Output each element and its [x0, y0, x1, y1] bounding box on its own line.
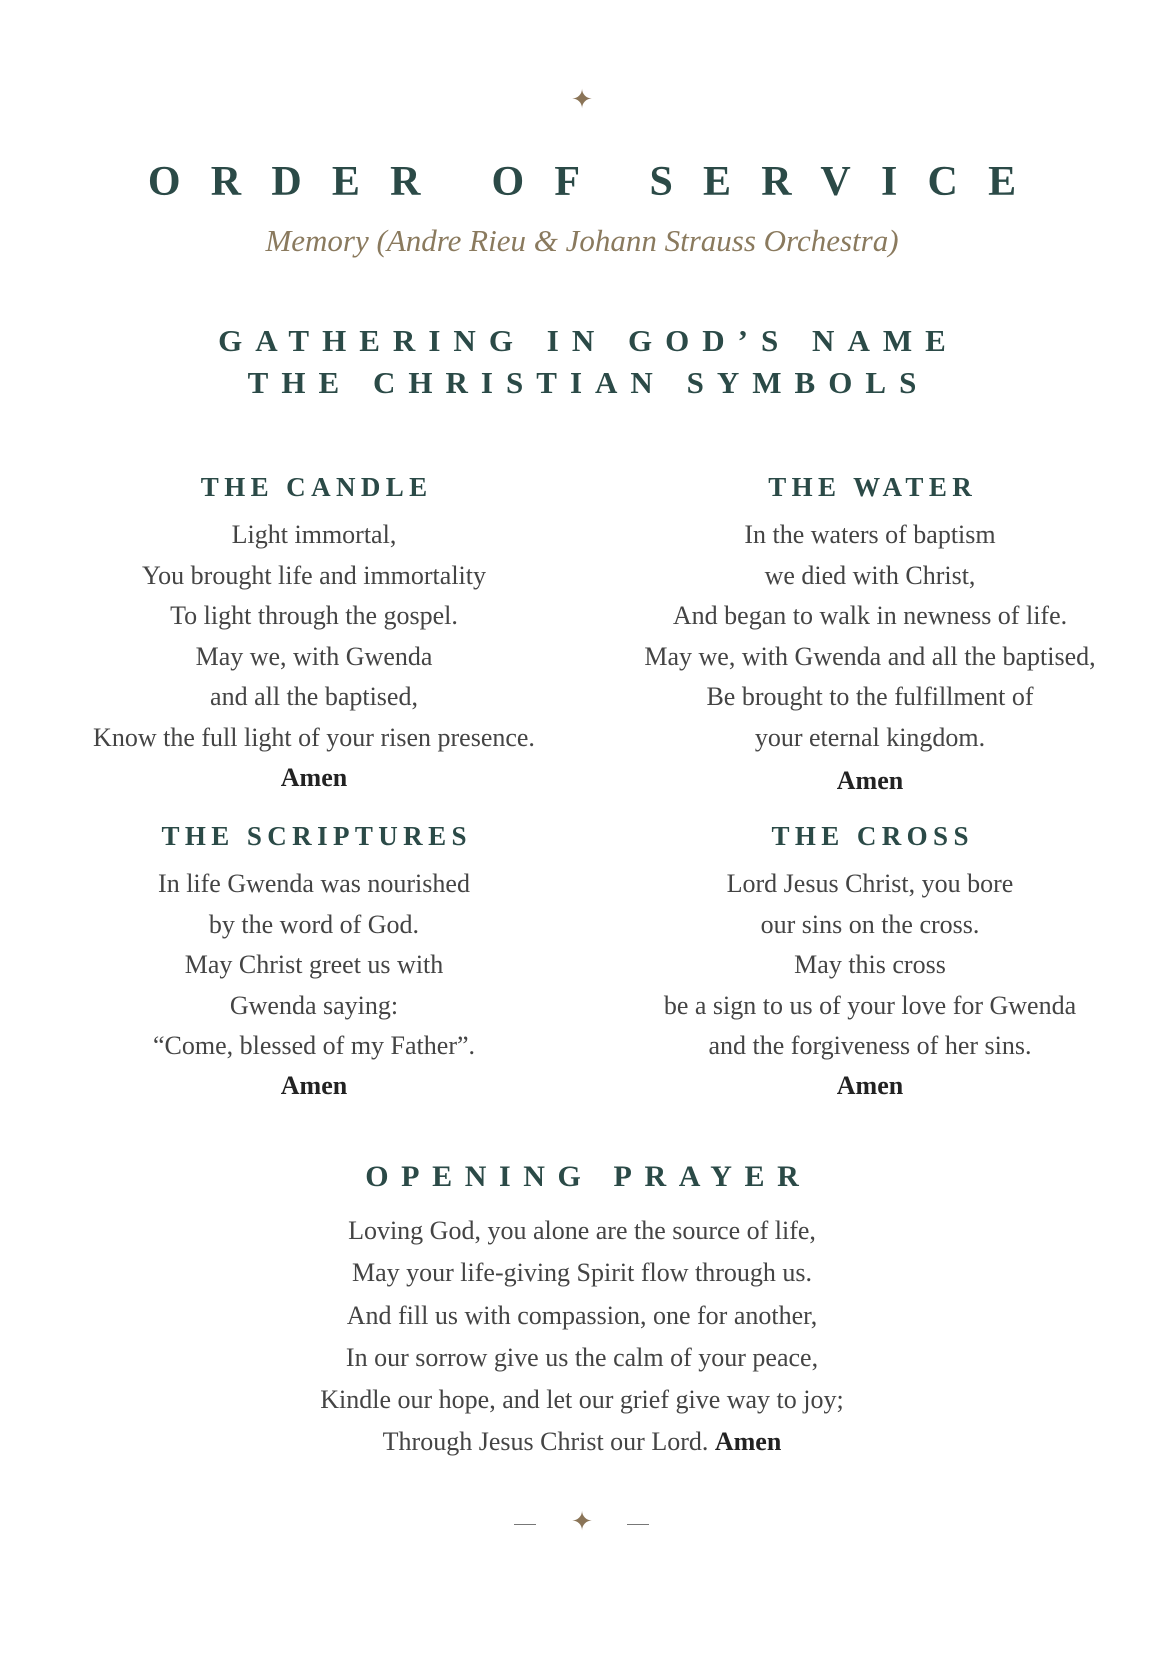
- text-line: be a sign to us of your love for Gwenda: [663, 990, 1077, 1020]
- text-line: May we, with Gwenda: [195, 641, 433, 671]
- scriptures-heading: THE SCRIPTURES: [161, 821, 472, 851]
- text-line: we died with Christ,: [764, 560, 976, 590]
- prayer-line: Loving God, you alone are the source of life,: [348, 1216, 816, 1245]
- text-line: Be brought to the fulfillment of: [706, 682, 1034, 712]
- text-line: And began to walk in newness of life.: [672, 601, 1068, 631]
- text-line: and all the baptised,: [210, 682, 418, 712]
- amen: Amen: [714, 1427, 782, 1457]
- text-line: and the forgiveness of her sins.: [708, 1031, 1032, 1061]
- prayer-line: In our sorrow give us the calm of your peace,: [345, 1342, 819, 1372]
- text-line: In life Gwenda was nourished: [158, 869, 470, 898]
- prayer-line: Kindle our hope, and let our grief give way to joy;: [320, 1385, 844, 1415]
- text-line: May we, with Gwenda and all the baptised,: [644, 641, 1096, 671]
- text-line: “Come, blessed of my Father”.: [152, 1031, 476, 1061]
- divider-line-right: [627, 1524, 649, 1525]
- section-heading-gathering: GATHERING IN GOD’S NAME: [218, 323, 959, 358]
- music-subtitle: Memory (Andre Rieu & Johann Strauss Orchestra): [265, 223, 899, 258]
- prayer-line-final: [0, 1421, 1164, 1463]
- text-line: Lord Jesus Christ, you bore: [726, 869, 1014, 898]
- amen: Amen: [280, 762, 348, 792]
- scriptures-section: [24, 816, 604, 1105]
- text-line: Gwenda saying:: [229, 990, 399, 1020]
- water-section: [580, 467, 1160, 800]
- text-line: Light immortal,: [231, 520, 397, 549]
- prayer-line: And fill us with compassion, one for another,: [346, 1300, 818, 1330]
- amen: Amen: [836, 1070, 904, 1100]
- text-line: You brought life and immortality: [141, 560, 486, 590]
- text-line: May Christ greet us with: [184, 950, 444, 980]
- opening-prayer-heading: OPENING PRAYER: [365, 1160, 812, 1193]
- text-line: your eternal kingdom.: [754, 722, 986, 752]
- four-point-star-icon: ✦: [571, 85, 593, 114]
- text-line: To light through the gospel.: [170, 601, 458, 631]
- text-line: May this cross: [794, 950, 946, 980]
- amen: Amen: [280, 1070, 348, 1100]
- prayer-line: May your life-giving Spirit flow through us.: [351, 1258, 812, 1288]
- water-heading: THE WATER: [768, 472, 978, 502]
- four-point-star-icon: ✦: [571, 1507, 593, 1536]
- candle-section: [24, 467, 604, 797]
- prayer-line: Through Jesus Christ our Lord.: [382, 1427, 709, 1457]
- amen: Amen: [836, 765, 904, 795]
- divider-line-left: [514, 1524, 536, 1525]
- text-line: our sins on the cross.: [760, 909, 980, 939]
- cross-heading: THE CROSS: [771, 821, 974, 851]
- text-line: In the waters of baptism: [744, 520, 996, 549]
- candle-heading: THE CANDLE: [200, 472, 433, 502]
- text-line: by the word of God.: [208, 909, 420, 939]
- section-heading-symbols: THE CHRISTIAN SYMBOLS: [247, 365, 930, 400]
- opening-prayer-section: [0, 1156, 1164, 1464]
- cross-section: [580, 816, 1160, 1105]
- text-line: Know the full light of your risen presence.: [93, 722, 535, 752]
- page-title: ORDER OF SERVICE: [147, 159, 1047, 205]
